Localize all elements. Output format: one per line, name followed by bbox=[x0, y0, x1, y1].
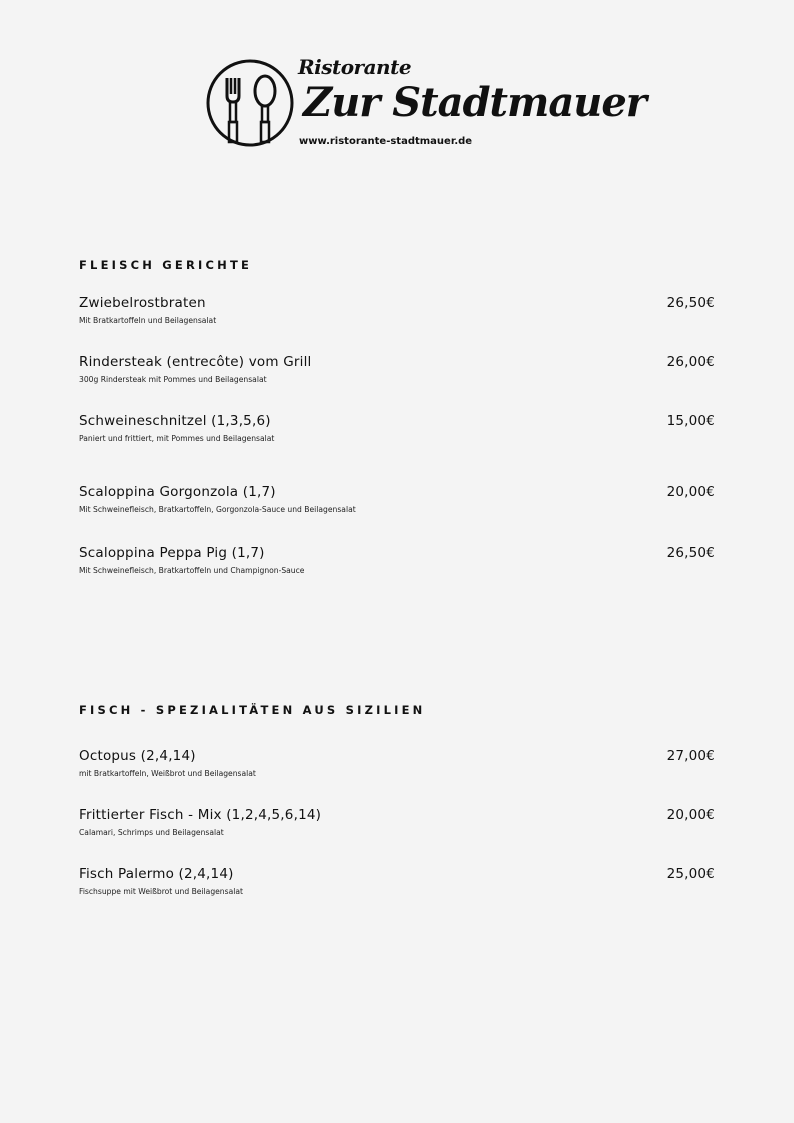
menu-item-description: Calamari, Schrimps und Beilagensalat bbox=[79, 828, 224, 837]
menu-item-name: Scaloppina Gorgonzola (1,7) bbox=[79, 484, 276, 500]
menu-item-price: 26,50€ bbox=[666, 545, 715, 561]
menu-item-name: Octopus (2,4,14) bbox=[79, 748, 196, 764]
menu-item bbox=[79, 484, 715, 514]
menu-item-name: Schweineschnitzel (1,3,5,6) bbox=[79, 413, 271, 429]
menu-item-price: 20,00€ bbox=[666, 484, 715, 500]
menu-item-name: Fisch Palermo (2,4,14) bbox=[79, 866, 234, 882]
section-title-fleisch: FLEISCH GERICHTE bbox=[79, 258, 253, 272]
menu-item-price: 26,00€ bbox=[666, 354, 715, 370]
section-title-fisch: FISCH - SPEZIALITÄTEN AUS SIZILIEN bbox=[79, 703, 426, 717]
menu-item-description: Mit Schweinefleisch, Bratkartoffeln und Champignon-Sauce bbox=[79, 566, 305, 575]
menu-item-name: Zwiebelrostbraten bbox=[79, 295, 206, 311]
website-url: www.ristorante-stadtmauer.de bbox=[299, 136, 473, 147]
menu-item bbox=[79, 807, 715, 837]
menu-item-description: Paniert und frittiert, mit Pommes und Beilagensalat bbox=[79, 434, 275, 443]
menu-item-name: Rindersteak (entrecôte) vom Grill bbox=[79, 354, 312, 370]
menu-item bbox=[79, 295, 715, 325]
menu-item-name: Scaloppina Peppa Pig (1,7) bbox=[79, 545, 265, 561]
menu-item bbox=[79, 866, 715, 896]
menu-item-description: 300g Rindersteak mit Pommes und Beilagensalat bbox=[79, 375, 267, 384]
menu-item bbox=[79, 748, 715, 778]
menu-item-name: Frittierter Fisch - Mix (1,2,4,5,6,14) bbox=[79, 807, 322, 823]
menu-item bbox=[79, 545, 715, 575]
menu-item-description: Fischsuppe mit Weißbrot und Beilagensalat bbox=[79, 887, 243, 896]
menu-item-price: 27,00€ bbox=[666, 748, 715, 764]
menu-item bbox=[79, 354, 715, 384]
brand-title: Zur Stadtmauer bbox=[303, 79, 646, 126]
menu-item-price: 25,00€ bbox=[666, 866, 715, 882]
menu-item-price: 26,50€ bbox=[666, 295, 715, 311]
fork-spoon-icon bbox=[205, 58, 295, 148]
brand-subtitle: Ristorante bbox=[298, 55, 412, 79]
menu-item-description: Mit Bratkartoffeln und Beilagensalat bbox=[79, 316, 217, 325]
menu-item bbox=[79, 413, 715, 443]
menu-item-price: 15,00€ bbox=[666, 413, 715, 429]
restaurant-header bbox=[205, 55, 646, 155]
menu-item-description: Mit Schweinefleisch, Bratkartoffeln, Gorgonzola-Sauce und Beilagensalat bbox=[79, 505, 356, 514]
menu-item-description: mit Bratkartoffeln, Weißbrot und Beilagensalat bbox=[79, 769, 256, 778]
menu-item-price: 20,00€ bbox=[666, 807, 715, 823]
